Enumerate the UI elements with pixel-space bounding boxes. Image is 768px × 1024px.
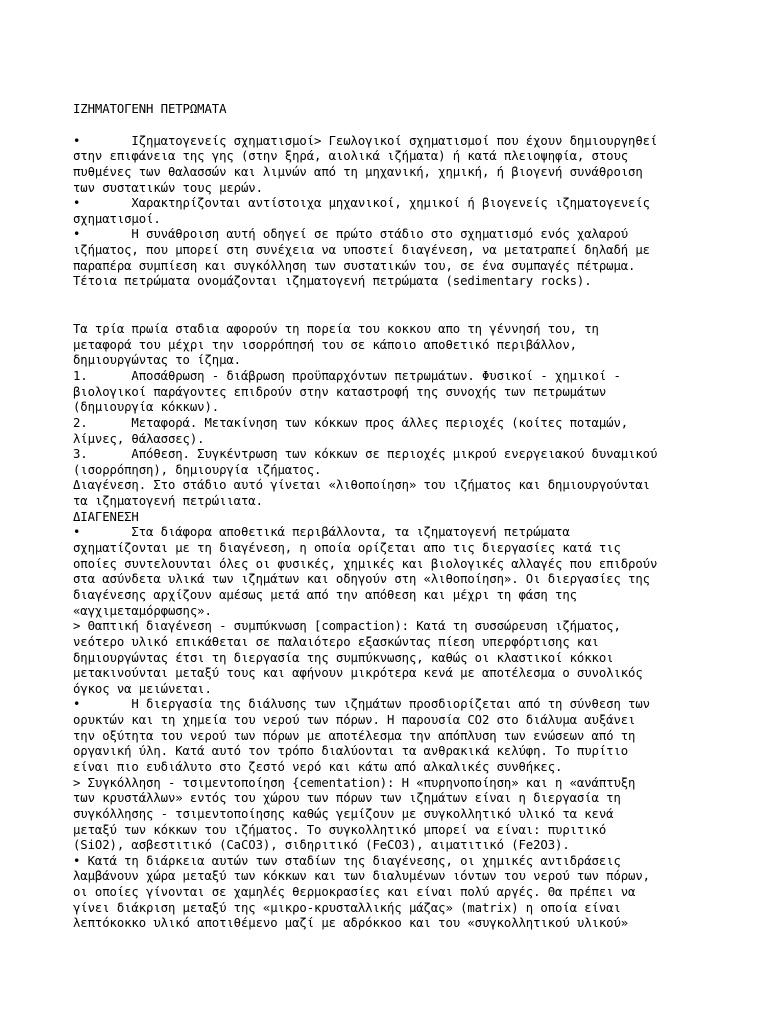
diagenesis-line: διαγένεσης αρχίζουν αμέσως μετά από την απόθεση και μέχρι τη φάση της [73, 587, 577, 602]
diagenesis-line: λεπτόκοκκο υλικό αποτιθέμενο μαζί με αδρόκκοο και του «συγκολλητικού υλικού» [73, 916, 629, 931]
diagenesis-line: «αγχιμεταμόρφωσης». [73, 603, 212, 618]
intro-line: • Χαρακτηρίζονται αντίστοιχα μηχανικοί, χημικοί ή βιογενείς ιζηματογενείς [73, 196, 650, 211]
intro-line: πυθμένες των θαλασσών και λιμνών από τη μηχανική, χημική, ή βιογενή συνάθροιση [73, 164, 643, 179]
intro-line: • Η συνάθροιση αυτή οδηγεί σε πρώτο στάδιο στο σχηματισμό ενός χαλαρού [73, 227, 629, 242]
intro-section [73, 134, 713, 290]
intro-line: στην επιφάνεια της γης (στην ξηρά, αιολικά ιζήματα) ή κατά πλειοψηφία, στους [73, 149, 629, 164]
stages-line: δημιουργώντας το ίζημα. [73, 353, 241, 368]
intro-line: • Ιζηματογενείς σχηματισμοί> Γεωλογικοί σχηματισμοί που έχουν δημιουργηθεί [73, 133, 658, 148]
stages-line: 2. Μεταφορά. Μετακίνηση των κόκκων προς άλλες περιοχές (κοίτες ποταμών, [73, 415, 629, 430]
diagenesis-line: σχηματίζονται με τη διαγένεση, η οποία ορίζεται απο τις διεργασίες κατά τις [73, 541, 621, 556]
stages-section [73, 322, 713, 510]
diagenesis-line: νεότερο υλικό επικάθεται σε παλαιότερο εξασκώντας πίεση υπερφόρτισης και [73, 634, 599, 649]
diagenesis-line: στα ασύνδετα υλικά των ιζημάτων και οδηγούν στη «λιθοποίηση». Οι διεργασίες της [73, 572, 650, 587]
document-page [73, 102, 713, 932]
stages-line: τα ιζηματογενή πετρώιιατα. [73, 494, 263, 509]
diagenesis-heading: ΔΙΑΓΕΝΕΣΗ [73, 509, 139, 524]
diagenesis-line: (SiO2), ασβεστιτικό (CaCO3), σιδηριτικό (FeCO3), αιματιτικό (Fe2O3). [73, 838, 570, 853]
diagenesis-line: οι οποίες γίνονται σε χαμηλές θερμοκρασίες και είναι πολύ αργές. Θα πρέπει να [73, 885, 636, 900]
diagenesis-line: μετακινούνται μεταξύ τους και αφήνουν μικρότερα κενά με αποτέλεσμα ο συνολικός [73, 666, 643, 681]
stages-line: 3. Απόθεση. Συγκέντρωση των κόκκων σε περιοχές μικρού ενεργειακού δυναμικού [73, 447, 658, 462]
diagenesis-line: • Κατά τη διάρκεια αυτών των σταδίων της διαγένεσης, οι χημικές αντιδράσεις [73, 853, 621, 868]
stages-line: Διαγένεση. Στο στάδιο αυτό γίνεται «λιθοποίηση» του ιζήματος και δημιουργούνται [73, 478, 650, 493]
diagenesis-line: οργανική ύλη. Κατά αυτό τον τρόπο διαλύονται τα ανθρακικά κελύφη. Το πυρίτιο [73, 744, 629, 759]
stages-line: Τα τρία πρωία σταδια αφορούν τη πορεία του κοκκου απο τη γέννησή του, τη [73, 322, 599, 337]
diagenesis-line: > Θαπτική διαγένεση - συμπύκνωση [compaction): Κατά τη συσσώρευση ιζήματος, [73, 619, 621, 634]
spacer [73, 290, 713, 322]
stages-line: βιολογικοί παράγοντες επιδρούν στην καταστροφή της συνοχής των πετρωμάτων [73, 384, 607, 399]
diagenesis-line: λαμβάνουν χώρα μεταξύ των κόκκων και των διαλυμένων ιόντων του νερού των πόρων, [73, 869, 650, 884]
intro-line: παραπέρα συμπίεση και συγκόλληση των συστατικών του, σε ένα συμπαγές πέτρωμα. [73, 258, 636, 273]
spacer [73, 118, 713, 134]
stages-line: λίμνες, θάλασσες). [73, 431, 205, 446]
diagenesis-line: την οξύτητα του νερού των πόρων με αποτέλεσμα την απόπλυση των ενώσεων από τη [73, 728, 636, 743]
diagenesis-line: > Συγκόλληση - τσιμεντοποίηση {cementation): Η «πυρηνοποίηση» και η «ανάπτυξη [73, 775, 636, 790]
stages-line: (δημιουργία κόκκων). [73, 400, 220, 415]
diagenesis-line: είναι πιο ευδιάλυτο στο ζεστό νερό και κάτω από αλκαλικές συνθήκες. [73, 759, 563, 774]
stages-line: μεταφορά του μέχρι την ισορρόπησή του σε κάποιο αποθετικό περιβάλλον, [73, 337, 577, 352]
stages-line: 1. Αποσάθρωση - διάβρωση προϋπαρχόντων πετρωμάτων. Φυσικοί - χημικοί - [73, 368, 621, 383]
diagenesis-line: ορυκτών και τη χημεία του νερού των πόρων. Η παρουσία CO2 στο διάλυμα αυξάνει [73, 713, 636, 728]
diagenesis-line: συγκόλλησης - τσιμεντοποίησης καθώς γεμίζουν με συγκολλητικό υλικό τα κενά [73, 806, 614, 821]
diagenesis-section [73, 525, 713, 932]
diagenesis-line: των κρυστάλλων» εντός του χώρου των πόρων των ιζημάτων είναι η διεργασία τη [73, 791, 621, 806]
intro-line: σχηματισμοί. [73, 211, 161, 226]
stages-line: (ισορρόπηση), δημιουργία ιζήματος. [73, 462, 322, 477]
diagenesis-line: οποίες συντελουνται όλες οι φυσικές, χημικές και βιολογικές αλλαγές που επιδρούν [73, 556, 658, 571]
intro-line: ιζήματος, που μπορεί στη συνέχεια να υποστεί διαγένεση, να μετατραπεί δηλαδή με [73, 243, 650, 258]
document-title: ΙΖΗΜΑΤΟΓΕΝΗ ΠΕΤΡΩΜΑΤΑ [73, 102, 227, 116]
diagenesis-line: όγκος να μειώνεται. [73, 681, 212, 696]
intro-line: Τέτοια πετρώματα ονομάζονται ιζηματογενή πετρώματα (sedimentary rocks). [73, 274, 592, 289]
intro-line: των συστατικών τους μερών. [73, 180, 263, 195]
diagenesis-line: μεταξύ των κόκκων του ιζήματος. Το συγκολλητικό μπορεί να είναι: πυριτικό [73, 822, 607, 837]
diagenesis-line: • Στα διάφορα αποθετικά περιβάλλοντα, τα ιζηματογενή πετρώματα [73, 525, 570, 540]
diagenesis-line: • Η διεργασία της διάλυσης των ιζημάτων προσδιορίζεται από τη σύνθεση των [73, 697, 650, 712]
diagenesis-line: δημιουργώντας έτσι τη διεργασία της συμπύκνωσης, καθώς οι κλαστικοί κόκκοι [73, 650, 614, 665]
diagenesis-line: γίνει διάκριση μεταξύ της «μικρο-κρυσταλλικής μάζας» (matrix) η οποία είναι [73, 900, 621, 915]
